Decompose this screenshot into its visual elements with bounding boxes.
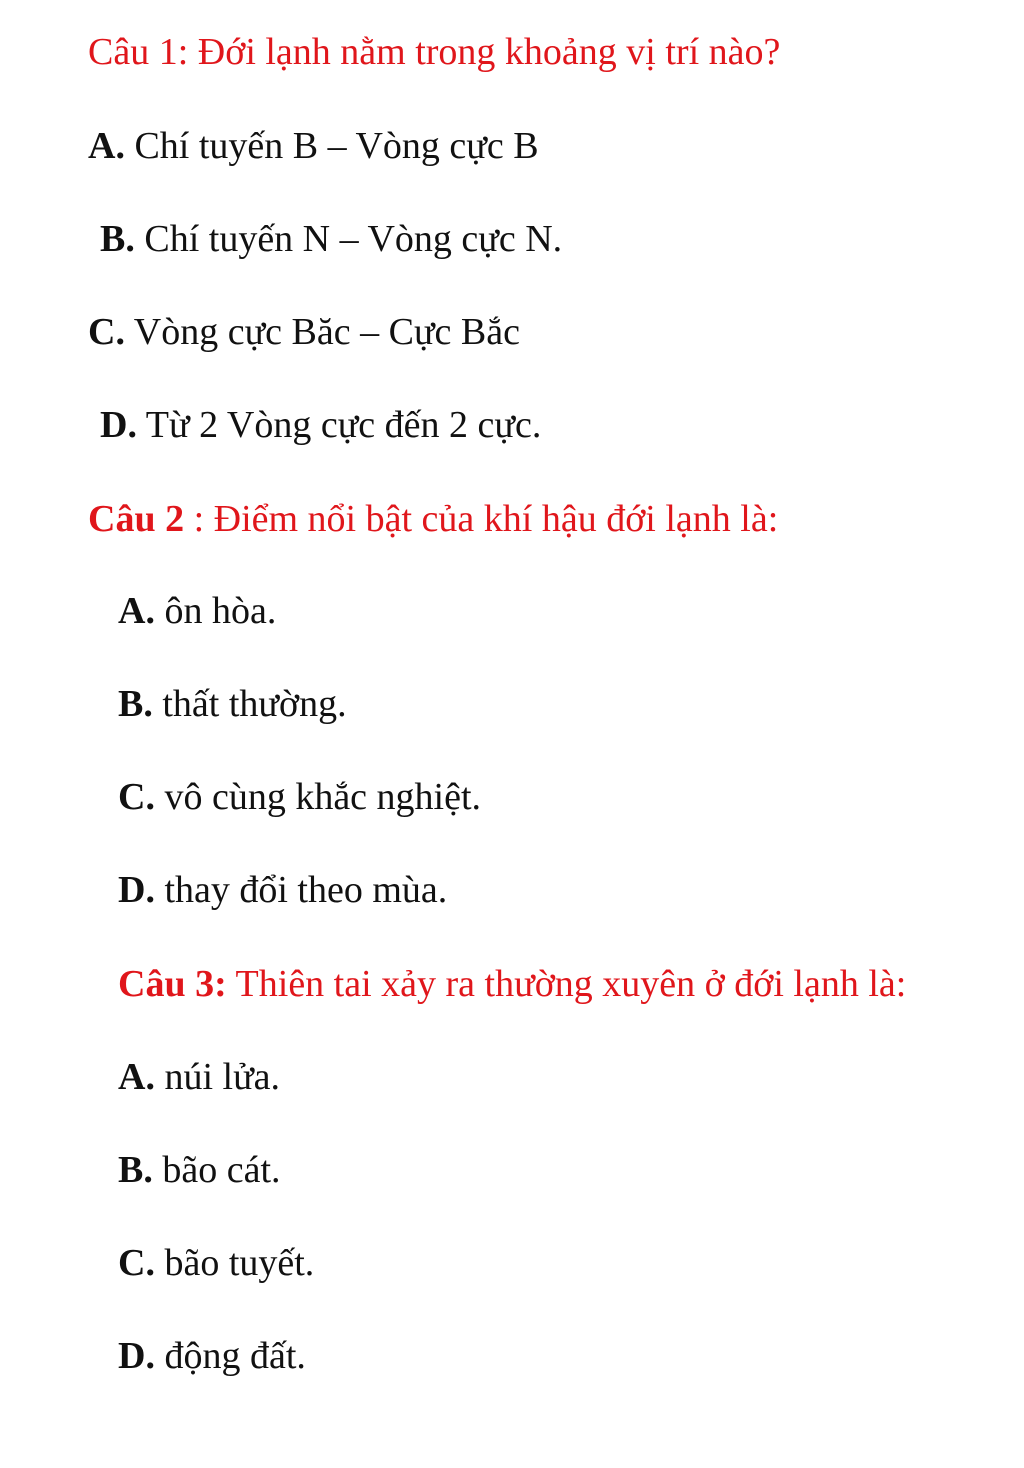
question-1-option-c [88,308,520,356]
option-text: ôn hòa. [154,590,277,632]
question-3-option-d [118,1332,306,1380]
option-text: Chí tuyến B – Vòng cực B [124,125,539,167]
question-3-text: Thiên tai xảy ra thường xuyên ở đới lạnh là: [226,963,907,1005]
question-2 [88,495,778,543]
question-3-label: Câu 3: [118,963,227,1005]
option-text: bão tuyết. [154,1242,315,1284]
option-text: vô cùng khắc nghiệt. [154,776,482,818]
option-text: Chí tuyến N – Vòng cực N. [134,218,563,260]
option-letter: B. [100,218,135,260]
question-2-option-b [118,680,347,728]
question-3-option-a [118,1053,280,1101]
option-letter: B. [118,683,153,725]
question-2-label: Câu 2 [88,498,185,540]
option-letter: A. [118,590,155,632]
option-letter: D. [100,404,137,446]
option-text: thất thường. [152,683,347,725]
question-3-option-b [118,1146,281,1194]
option-letter: C. [88,311,125,353]
option-text: động đất. [154,1335,306,1377]
question-1-option-d [100,401,541,449]
option-text: bão cát. [152,1149,281,1191]
option-text: Vòng cực Băc – Cực Bắc [124,311,521,353]
option-letter: C. [118,1242,155,1284]
question-1-option-b [100,215,562,263]
option-letter: D. [118,1335,155,1377]
option-text: Từ 2 Vòng cực đến 2 cực. [136,404,542,446]
question-2-text: : Điểm nổi bật của khí hậu đới lạnh là: [184,498,779,540]
question-3 [118,960,906,1008]
option-letter: A. [88,125,125,167]
option-letter: D. [118,869,155,911]
option-text: thay đổi theo mùa. [154,869,448,911]
question-1-option-a [88,122,539,170]
question-2-option-a [118,587,276,635]
question-2-option-c [118,773,481,821]
option-text: núi lửa. [154,1056,281,1098]
question-1-label: Câu 1: [88,31,189,73]
question-3-option-c [118,1239,314,1287]
question-1-text: Đới lạnh nằm trong khoảng vị trí nào? [188,31,781,73]
option-letter: C. [118,776,155,818]
question-1 [88,28,780,76]
option-letter: B. [118,1149,153,1191]
question-2-option-d [118,866,447,914]
option-letter: A. [118,1056,155,1098]
